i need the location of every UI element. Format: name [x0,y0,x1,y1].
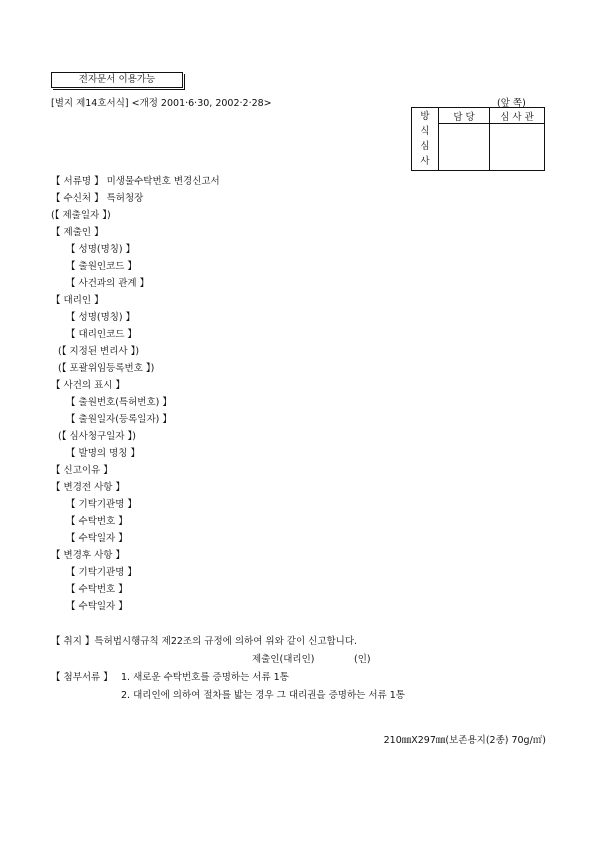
form-field-row: 【 변경전 사항 】 [51,482,125,493]
form-field-row: 【 수탁일자 】 [66,533,128,544]
signer-label: 제출인(대리인) [252,654,315,665]
form-field-row: 【 출원번호(특허번호) 】 [66,397,172,408]
form-field-row: 【 출원일자(등록일자) 】 [66,414,172,425]
form-field-row: (【 제출일자 】) [51,210,111,221]
attachments-label: 【 첨부서류 】 [51,672,113,683]
officer-in-charge-header: 담 당 [439,108,490,124]
electronic-document-badge: 전자문서 이용가능 [51,72,183,88]
form-field-row: 【 성명(명칭) 】 [66,244,136,255]
form-field-row: 【 서류명 】 미생물수탁번호 변경신고서 [51,176,220,187]
form-field-row: 【 기탁기관명 】 [66,567,137,578]
attachment-item-1: 1. 새로운 수탁번호를 증명하는 서류 1통 [121,672,289,683]
purpose-statement: 【 취지 】특허법시행규칙 제22조의 규정에 의하여 위와 같이 신고합니다. [51,636,358,647]
form-field-row: 【 수탁번호 】 [66,584,128,595]
form-field-row: 【 대리인코드 】 [66,329,137,340]
form-field-row: 【 수탁번호 】 [66,516,128,527]
review-char-3: 심 [420,141,430,152]
paper-size-note: 210㎜X297㎜(보존용지(2종) 70g/㎡) [383,735,546,746]
review-char-2: 식 [420,126,430,137]
page-side-label: (앞 쪽) [497,98,526,109]
review-char-1: 방 [420,111,430,122]
review-char-4: 사 [420,156,430,167]
form-field-row: 【 수탁일자 】 [66,601,128,612]
form-field-row: 【 사건의 표시 】 [51,380,125,391]
form-field-row: (【 포괄위임등록번호 】) [58,363,155,374]
form-field-row: 【 기탁기관명 】 [66,499,137,510]
form-field-row: 【 수신처 】 특허청장 [51,193,144,204]
form-field-row: 【 성명(명칭) 】 [66,312,136,323]
attachment-item-2: 2. 대리인에 의하여 절차를 밟는 경우 그 대리권을 증명하는 서류 1통 [121,690,405,701]
form-field-row: 【 출원인코드 】 [66,261,137,272]
form-field-row: (【 심사청구일자 】) [58,431,137,442]
form-field-row: 【 사건과의 관계 】 [66,278,150,289]
form-field-row: 【 제출인 】 [51,227,104,238]
seal-mark: (인) [354,654,371,665]
form-field-row: 【 변경후 사항 】 [51,550,125,561]
review-box [411,107,545,171]
form-field-row: (【 지정된 변리사 】) [58,346,140,357]
form-field-row: 【 발명의 명칭 】 [66,448,140,459]
form-field-row: 【 대리인 】 [51,295,104,306]
form-field-row: 【 신고이유 】 [51,465,113,476]
examiner-stamp [490,124,545,171]
form-fields [51,173,220,615]
review-type-label [412,108,439,171]
examiner-header: 심 사 관 [490,108,545,124]
form-number: [별지 제14호서식] <개정 2001·6·30, 2002·2·28> [51,98,272,109]
officer-in-charge-stamp [439,124,490,171]
